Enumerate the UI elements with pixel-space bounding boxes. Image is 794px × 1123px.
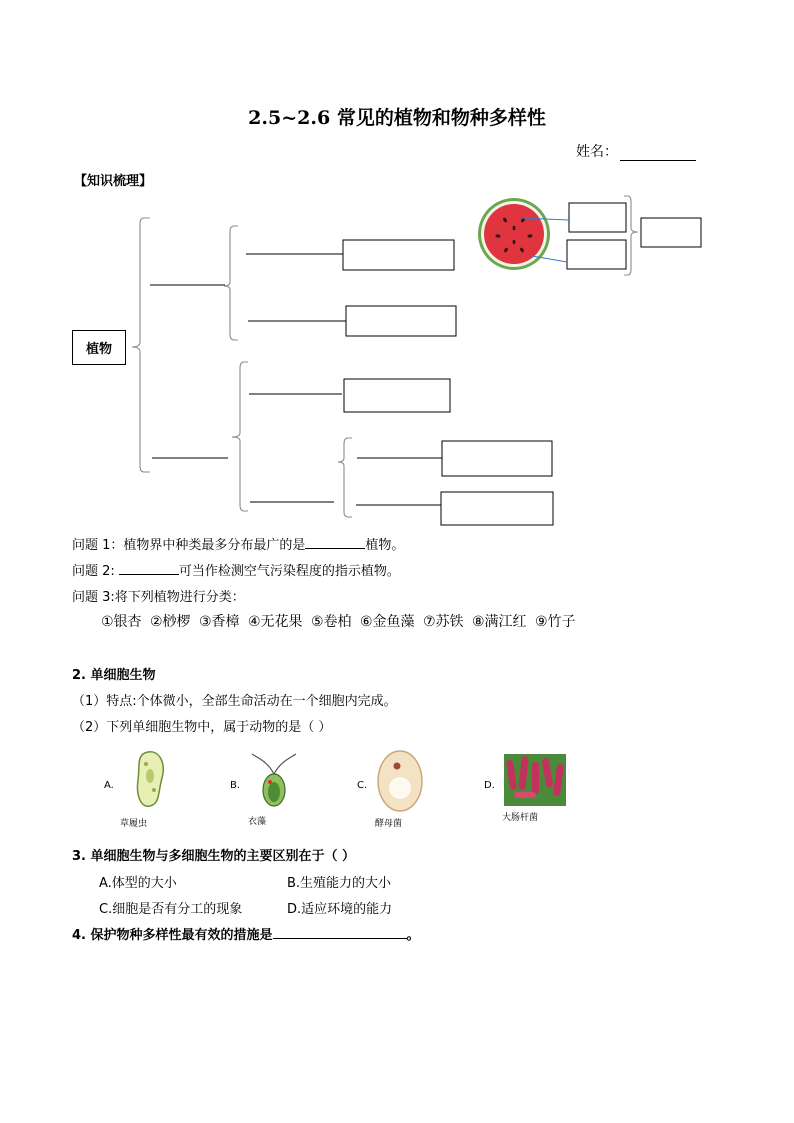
option-d-caption: 大肠杆菌 xyxy=(502,813,539,823)
option-d[interactable] xyxy=(484,748,594,828)
section-3-heading: 3. 单细胞生物与多细胞生物的主要区别在于（ ） xyxy=(72,849,356,864)
option-b-letter: B. xyxy=(230,780,241,791)
section-2-point-1: （1）特点:个体微小，全部生命活动在一个细胞内完成。 xyxy=(72,694,397,709)
question-1 xyxy=(72,534,404,553)
question-2 xyxy=(72,560,400,579)
section-3-option-a[interactable]: A.体型的大小 xyxy=(99,876,177,891)
section-2-point-2: （2）下列单细胞生物中，属于动物的是（ ） xyxy=(72,720,332,735)
question-2-blank[interactable] xyxy=(119,562,179,575)
answer-box-4 xyxy=(442,441,552,476)
section-4 xyxy=(72,924,420,943)
question-2-end: 可当作检测空气污染程度的指示植物。 xyxy=(178,564,400,579)
section-heading-knowledge: 【知识梳理】 xyxy=(74,174,153,189)
section-3-option-d[interactable]: D.适应环境的能力 xyxy=(287,902,393,917)
e-coli-icon xyxy=(504,754,566,806)
chlamydomonas-icon xyxy=(248,748,300,812)
answer-box-fruit-3 xyxy=(641,218,701,247)
section-3-option-b[interactable]: B.生殖能力的大小 xyxy=(287,876,392,891)
option-c-letter: C. xyxy=(357,780,368,791)
yeast-cell-icon xyxy=(375,748,425,814)
question-1-text: 问题 1：植物界中种类最多分布最广的是 xyxy=(72,538,306,553)
name-field xyxy=(576,141,696,161)
option-c[interactable] xyxy=(357,748,467,828)
answer-box-5 xyxy=(441,492,553,525)
answer-box-1 xyxy=(343,240,454,270)
answer-box-fruit-1 xyxy=(569,203,626,232)
name-blank[interactable] xyxy=(620,144,696,161)
main-brace xyxy=(132,218,150,472)
answer-box-fruit-2 xyxy=(567,240,626,269)
option-a[interactable] xyxy=(104,748,214,828)
question-3: 问题 3:将下列植物进行分类： xyxy=(72,590,245,605)
upper-brace xyxy=(224,226,238,340)
question-1-end: 植物。 xyxy=(365,538,405,553)
question-2-text: 问题 2: xyxy=(72,564,119,579)
option-a-caption: 草履虫 xyxy=(120,819,148,829)
answer-box-2 xyxy=(346,306,456,336)
page-title: 2.5~2.6 常见的植物和物种多样性 xyxy=(248,107,546,129)
option-a-letter: A. xyxy=(104,780,114,791)
option-b[interactable] xyxy=(230,748,340,828)
section-4-blank[interactable] xyxy=(273,926,407,939)
lower-brace xyxy=(232,362,248,511)
inner-brace xyxy=(338,438,352,517)
option-c-caption: 酵母菌 xyxy=(375,819,403,829)
plant-root-box: 植物 xyxy=(72,330,126,365)
name-label: 姓名： xyxy=(576,144,618,160)
option-d-letter: D. xyxy=(484,780,495,791)
section-2-heading: 2. 单细胞生物 xyxy=(72,668,156,683)
section-3-option-c[interactable]: C.细胞是否有分工的现象 xyxy=(99,902,243,917)
section-4-text: 4. 保护物种多样性最有效的措施是 xyxy=(72,928,273,943)
answer-box-3 xyxy=(344,379,450,412)
plant-list: ①银杏 ②桫椤 ③香樟 ④无花果 ⑤卷柏 ⑥金鱼藻 ⑦苏铁 ⑧满江红 ⑨竹子 xyxy=(101,614,576,630)
section-4-end: 。 xyxy=(406,928,420,943)
question-1-blank[interactable] xyxy=(305,536,365,549)
paramecium-icon xyxy=(130,748,170,810)
option-b-caption: 衣藻 xyxy=(248,817,267,827)
watermelon-image xyxy=(478,198,569,270)
